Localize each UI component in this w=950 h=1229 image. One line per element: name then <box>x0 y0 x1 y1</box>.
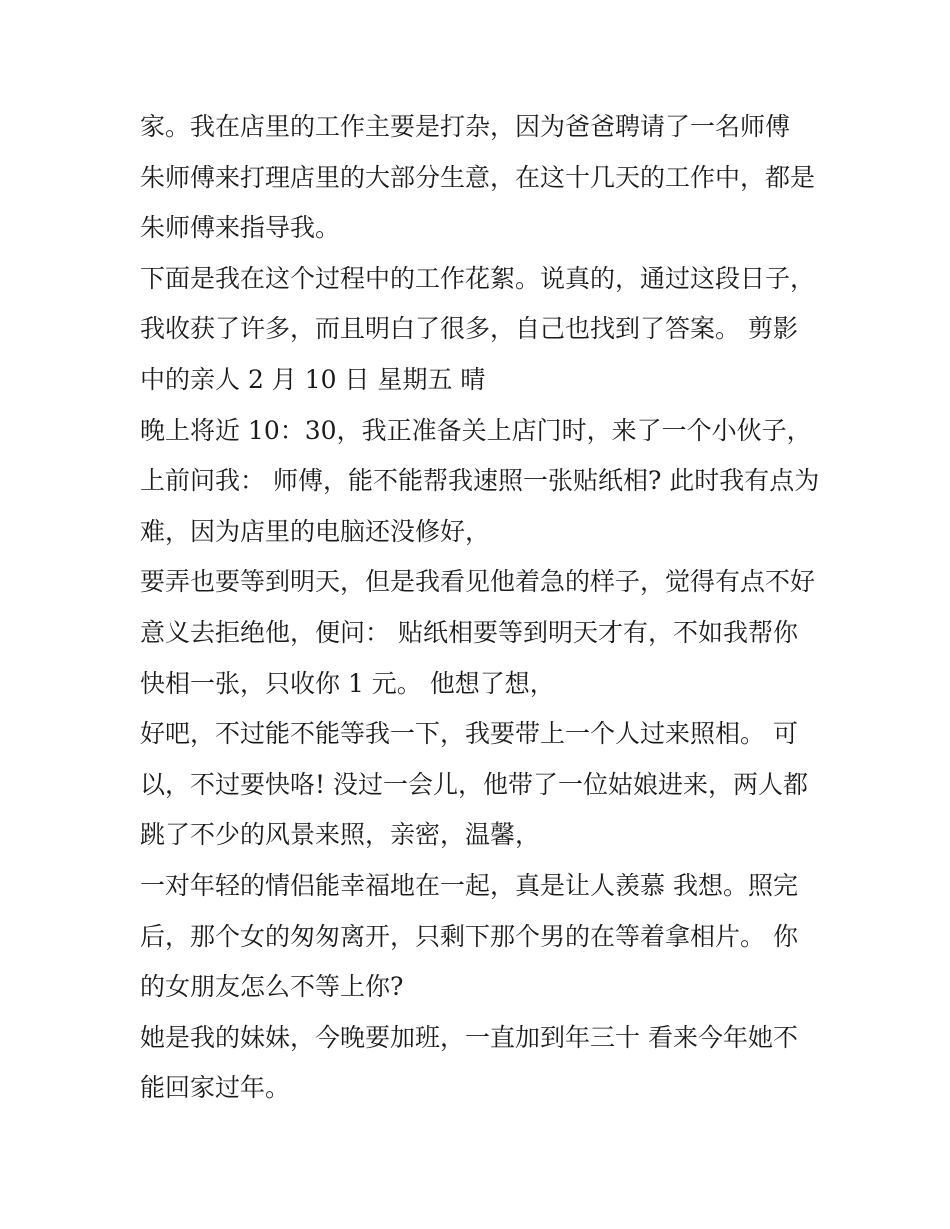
text-line: 晚上将近 10：30，我正准备关上店门时，来了一个小伙子， <box>140 415 812 445</box>
document-body <box>140 102 830 1114</box>
text-line: 快相一张，只收你 1 元。 他想了想， <box>140 668 555 698</box>
text-line: 一对年轻的情侣能幸福地在一起，真是让人羡慕 我想。照完 <box>140 870 798 900</box>
text-line: 上前问我： 师傅，能不能帮我速照一张贴纸相? 此时我有点为 <box>140 466 820 496</box>
text-line: 的女朋友怎么不等上你? <box>140 972 404 1002</box>
text-line: 意义去拒绝他，便问： 贴纸相要等到明天才有，不如我帮你 <box>140 617 798 647</box>
text-line: 难，因为店里的电脑还没修好， <box>140 516 491 546</box>
text-line: 跳了不少的风景来照，亲密，温馨， <box>140 820 541 850</box>
text-line: 朱师傅来打理店里的大部分生意，在这十几天的工作中，都是 <box>140 162 816 192</box>
text-line: 要弄也要等到明天，但是我看见他着急的样子，觉得有点不好 <box>140 567 816 597</box>
text-line: 以，不过要快咯! 没过一会儿，他带了一位姑娘进来，两人都 <box>140 769 808 799</box>
text-line: 我收获了许多，而且明白了很多，自己也找到了答案。 剪影 <box>140 314 798 344</box>
text-line: 能回家过年。 <box>140 1073 291 1103</box>
text-line: 她是我的妹妹，今晚要加班，一直加到年三十 看来今年她不 <box>140 1022 798 1052</box>
text-line: 家。我在店里的工作主要是打杂，因为爸爸聘请了一名师傅 <box>140 112 791 141</box>
text-line: 好吧，不过能不能等我一下，我要带上一个人过来照相。 可 <box>140 719 798 749</box>
text-line: 中的亲人 2 月 10 日 星期五 晴 <box>140 364 486 394</box>
text-line: 朱师傅来指导我。 <box>140 213 341 243</box>
text-line: 下面是我在这个过程中的工作花絮。说真的，通过这段日子， <box>140 263 816 293</box>
text-line: 后，那个女的匆匆离开，只剩下那个男的在等着拿相片。 你 <box>140 921 798 951</box>
